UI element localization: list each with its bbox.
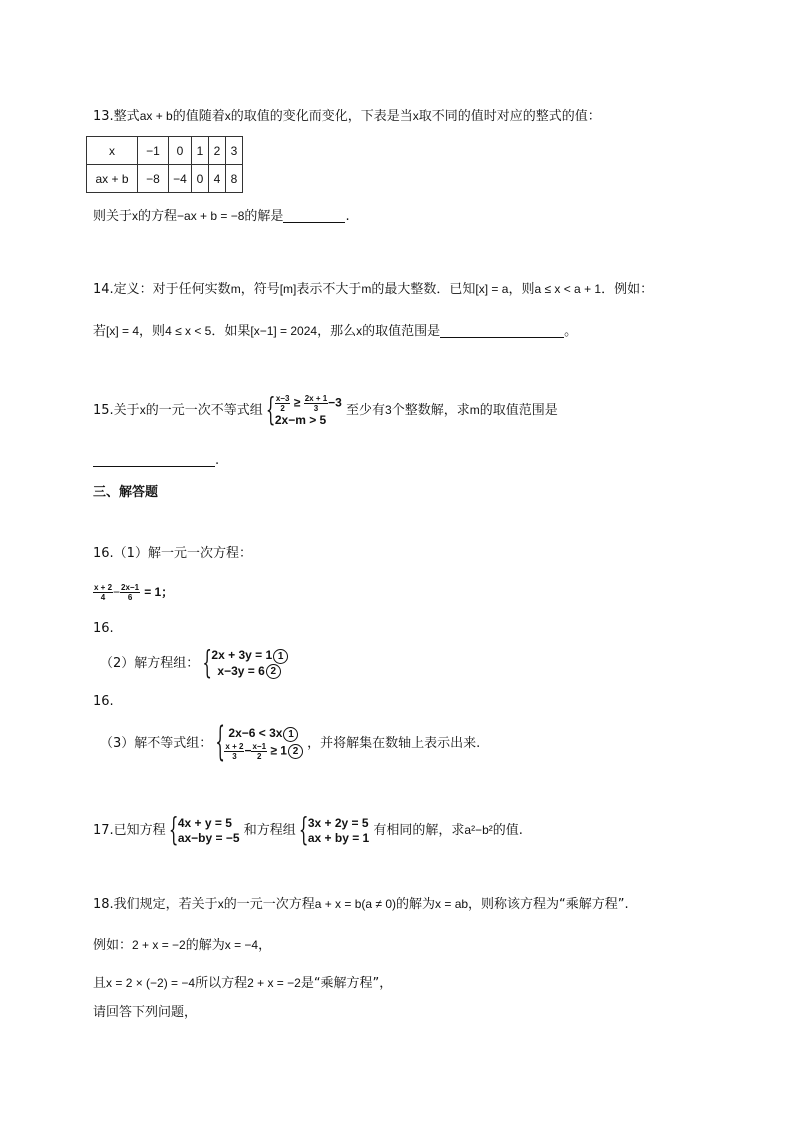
- table-cell: −1: [138, 137, 169, 165]
- fraction: [120, 583, 140, 602]
- q14-text: ，则: [508, 282, 535, 297]
- q15-text: 至少有: [346, 403, 386, 418]
- table-cell: 0: [169, 137, 192, 165]
- q13-period: .: [345, 209, 350, 224]
- q14-var: m: [230, 282, 241, 296]
- q18-definition: [93, 895, 629, 914]
- q15-inequality-system: [265, 390, 342, 429]
- system-row: [211, 648, 288, 663]
- denominator: 4: [100, 593, 106, 602]
- q18-text: ，: [258, 938, 272, 953]
- equation-text: x−3y = 6: [217, 663, 265, 678]
- operator: ≥: [293, 395, 301, 410]
- q13-ask-text: 的解是: [244, 209, 284, 224]
- q14-equation: [x] = 4: [106, 324, 140, 338]
- q16-part2: [100, 643, 288, 682]
- numerator: x−3: [275, 393, 290, 403]
- system-row: 4x + y = 5: [177, 815, 232, 830]
- q17-system-1: [168, 810, 240, 849]
- system-row: 2x−m > 5: [274, 412, 327, 427]
- denominator: 3: [313, 403, 319, 413]
- table-row: [87, 137, 243, 165]
- q18-equation: x = 2 × (−2) = −4: [106, 976, 196, 990]
- q18-solution: x = ab: [435, 897, 469, 911]
- q18-prompt: 请回答下列问题，: [93, 1005, 198, 1020]
- q14-text: 14.定义：对于任何实数: [93, 282, 231, 297]
- row-header-expression: ax + b: [87, 165, 138, 193]
- q18-text: 的一元一次方程: [223, 897, 315, 912]
- q14-text: ，符号: [240, 282, 280, 297]
- q13-equation: −ax + b = −8: [177, 209, 245, 223]
- denominator: 6: [127, 593, 133, 602]
- q16-part1-label: 16.（1）解一元一次方程：: [93, 546, 252, 561]
- q17-text: 17.已知方程: [93, 823, 166, 838]
- row-tail: −3: [328, 395, 342, 410]
- numerator: x + 2: [94, 583, 113, 592]
- q13-text: 的值随着: [172, 109, 225, 124]
- system-row: [275, 394, 342, 413]
- system-row: [224, 726, 303, 741]
- numerator: x + 2: [225, 741, 244, 751]
- table-cell: 1: [192, 137, 209, 165]
- brace-icon: {: [265, 390, 276, 429]
- q17-statement: [93, 812, 523, 849]
- table-cell: −8: [138, 165, 169, 193]
- fraction: [224, 742, 244, 761]
- q18-equation: 2 + x = −2: [247, 976, 301, 990]
- q13-prefix: 13.整式: [93, 109, 140, 124]
- row-header-x: x: [87, 137, 138, 165]
- q14-text: 若: [93, 324, 107, 339]
- system-row: [211, 664, 288, 679]
- q14-text: ，则: [139, 324, 166, 339]
- operator: −: [113, 585, 121, 599]
- numerator: 2x + 1: [304, 393, 328, 403]
- table-cell: 8: [226, 165, 243, 193]
- q18-equation: a + x = b(a ≠ 0): [314, 897, 396, 911]
- q15-statement: [93, 392, 558, 429]
- q18-text: 且: [93, 976, 107, 991]
- q15-text: 15.关于: [93, 403, 140, 418]
- table-cell: 2: [209, 137, 226, 165]
- table-cell: 4: [209, 165, 226, 193]
- q16-part2-number: 16.: [93, 621, 114, 636]
- q14-var: x: [356, 324, 363, 338]
- fraction: [275, 394, 291, 413]
- system-row: ax + by = 1: [307, 830, 370, 845]
- numerator: x−1: [252, 741, 267, 751]
- q18-text: 的解为: [396, 897, 436, 912]
- q17-text: 有相同的解，求: [373, 823, 465, 838]
- q15-answer-line: [93, 452, 219, 470]
- denominator: 2: [280, 403, 285, 413]
- q17-expression: a²−b²: [464, 823, 493, 837]
- q15-var: m: [469, 403, 480, 417]
- q14-inequality: a ≤ x < a + 1: [534, 282, 602, 296]
- q16-part3-tail: ，并将解集在数轴上表示出来.: [307, 736, 481, 751]
- answer-blank: [440, 323, 564, 338]
- denominator: 3: [232, 751, 237, 761]
- q14-text: ，那么: [317, 324, 357, 339]
- operator: −: [244, 743, 252, 758]
- q15-text: 个整数解，求: [391, 403, 470, 418]
- q15-var: x: [139, 403, 146, 417]
- fraction: [251, 742, 267, 761]
- q18-text: ，则称该方程为“乘解方程”.: [468, 897, 629, 912]
- q16-part2-label: （2）解方程组：: [100, 656, 200, 671]
- q16-part3-label: （3）解不等式组：: [100, 736, 213, 751]
- denominator: 2: [257, 751, 262, 761]
- equation-rhs: = 1；: [144, 585, 174, 599]
- q14-text: ．例如：: [601, 282, 654, 297]
- q13-ask-text: 则关于: [93, 209, 133, 224]
- q13-var-x: x: [412, 109, 419, 123]
- q14-equation: [x] = a: [475, 282, 509, 296]
- q13-ask-text: 的方程: [138, 209, 178, 224]
- fraction: [93, 583, 113, 602]
- q17-system-2: [298, 810, 370, 849]
- q17-text: 和方程组: [243, 823, 296, 838]
- inequality-rhs: ≥ 1: [270, 743, 287, 758]
- brace-icon: {: [202, 643, 212, 682]
- section-title: 三、解答题: [93, 485, 159, 500]
- inequality-text: 2x−6 < 3x: [228, 726, 283, 741]
- q16-equation-system: [202, 643, 288, 682]
- circled-number-icon: 1: [273, 649, 288, 664]
- q13-var-x: x: [224, 109, 231, 123]
- q18-solution: x = −4: [224, 938, 259, 952]
- q13-var-x: x: [132, 209, 139, 223]
- fraction: [304, 394, 328, 413]
- q13-text: 的取值的变化而变化，下表是当: [230, 109, 413, 124]
- q15-number: 3: [385, 403, 392, 417]
- brace-icon: {: [215, 717, 225, 767]
- q14-example: [93, 322, 577, 341]
- q14-text: 的最大整数．已知: [371, 282, 476, 297]
- circled-number-icon: 1: [283, 727, 298, 742]
- numerator: 2x−1: [121, 583, 140, 592]
- equation-text: 2x + 3y = 1: [211, 648, 273, 663]
- q16-part3-number: 16.: [93, 694, 114, 709]
- system-row: 3x + 2y = 5: [307, 815, 369, 830]
- table-row: [87, 165, 243, 193]
- answer-blank: [93, 452, 215, 467]
- table-cell: 3: [226, 137, 243, 165]
- q18-text: 所以方程: [195, 976, 248, 991]
- q16-part3: [100, 717, 481, 767]
- q17-text: 的值.: [492, 823, 523, 838]
- system-row: [224, 742, 303, 761]
- q18-text: 18.我们规定，若关于: [93, 897, 218, 912]
- q13-text: 取不同的值时对应的整式的值：: [418, 109, 601, 124]
- q13-value-table: [86, 136, 243, 193]
- circled-number-icon: 2: [288, 744, 303, 759]
- q14-symbol: [m]: [279, 282, 297, 296]
- q13-expression: ax + b: [139, 109, 173, 123]
- q15-text: 的取值范围是: [479, 403, 558, 418]
- q13-question: [93, 207, 350, 226]
- table-cell: −4: [169, 165, 192, 193]
- q18-explanation: [93, 974, 392, 993]
- q14-text: 的取值范围是: [362, 324, 441, 339]
- q18-text: 是“乘解方程”，: [300, 976, 393, 991]
- q14-definition: [93, 280, 653, 299]
- q15-text: 的一元一次不等式组: [145, 403, 263, 418]
- q18-example: [93, 936, 271, 955]
- q14-text: 表示不大于: [296, 282, 362, 297]
- q18-text: 例如：: [93, 938, 133, 953]
- q18-text: 的解为: [185, 938, 225, 953]
- q14-inequality: 4 ≤ x < 5: [165, 324, 212, 338]
- answer-blank: [283, 208, 345, 223]
- q14-var: m: [361, 282, 372, 296]
- q16-part1-equation: [93, 580, 173, 605]
- q14-period: 。: [564, 324, 578, 339]
- q16-inequality-system: [215, 717, 303, 767]
- system-row: ax−by = −5: [177, 830, 240, 845]
- circled-number-icon: 2: [266, 664, 281, 679]
- brace-icon: {: [168, 810, 179, 849]
- brace-icon: {: [298, 810, 309, 849]
- q18-var: x: [217, 897, 224, 911]
- q18-equation: 2 + x = −2: [132, 938, 186, 952]
- q14-text: ．如果: [211, 324, 251, 339]
- q13-statement: [93, 107, 601, 126]
- q15-period: .: [215, 453, 220, 468]
- q14-equation: [x−1] = 2024: [250, 324, 318, 338]
- table-cell: 0: [192, 165, 209, 193]
